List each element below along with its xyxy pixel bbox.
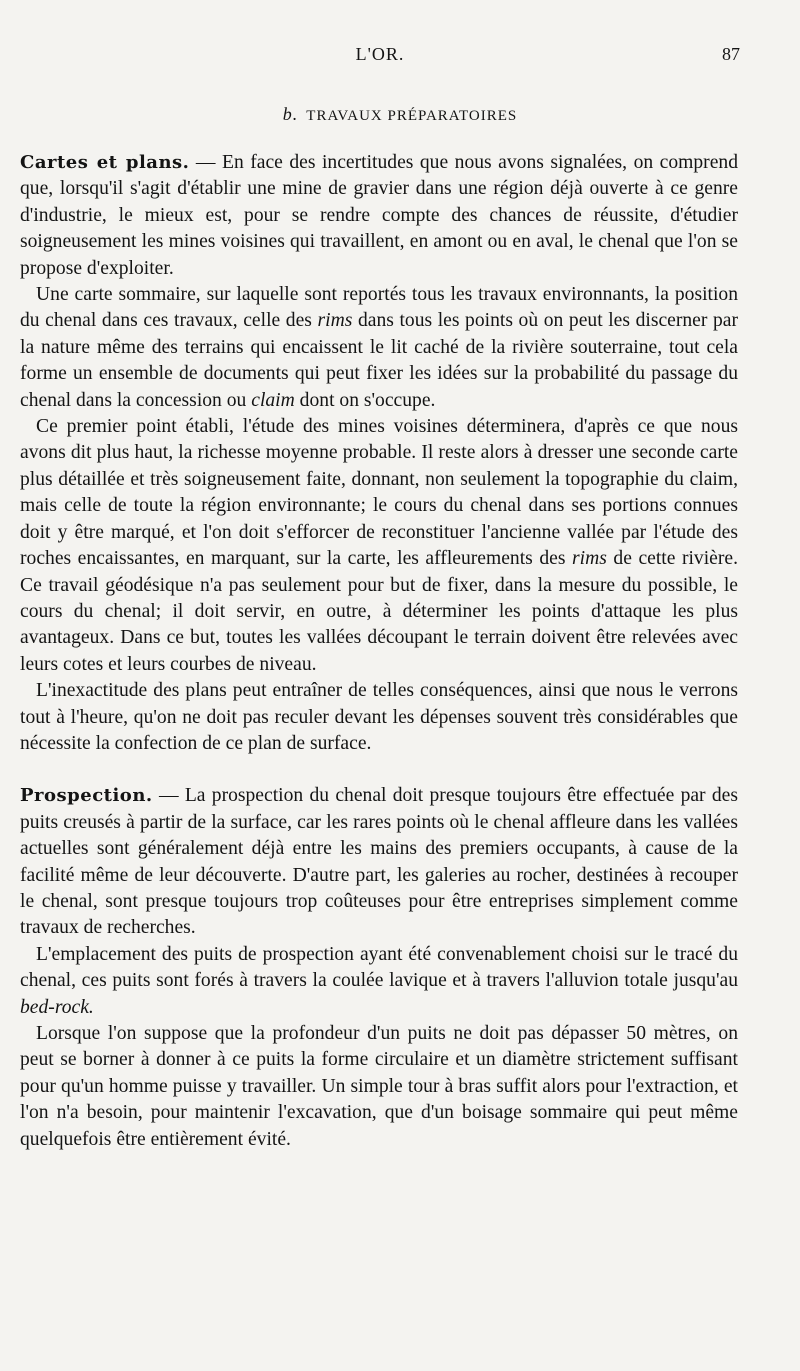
paragraph: Prospection. — La prospection du chenal doit presque toujours être effectuée par des puits creusés à partir de la surface, car les rares points où le chenal affleure dans les vallées actuelles sont généralement déjà entre les mains des premiers occupants, à cause de la facilité même de leur découverte. D'autre part, les galeries au rocher, destinées à recouper le chenal, sont presque toujours trop coûteuses pour être entreprises simplement comme travaux de recherches. <box>20 785 738 939</box>
runin-heading-prospection: Prospection. <box>20 785 153 807</box>
page-number: 87 <box>722 44 740 64</box>
section-title: TRAVAUX PRÉPARATOIRES <box>306 108 518 124</box>
body-text <box>20 150 738 1153</box>
paragraph: Ce premier point établi, l'étude des mines voisines déterminera, d'après ce que nous avons dit plus haut, la richesse moyenne probable. Il reste alors à dresser une seconde carte plus détaillée et très soigneusement faite, donnant, non seulement la topographie du claim, mais celle de toute la région environnante; le cours du chenal dans ses portions connues doit y être marqué, et l'on doit s'efforcer de reconstituer l'ancienne vallée par l'étude des roches encaissantes, en marquant, sur la carte, les affleurements des rims de cette rivière. Ce travail géodésique n'a pas seulement pour but de fixer, dans la mesure du possible, le cours du chenal; il doit servir, en outre, à déterminer les points d'attaque les plus avantageux. Dans ce but, toutes les vallées découpant le terrain doivent être relevées avec leurs cotes et leurs courbes de niveau. <box>20 416 738 675</box>
paragraph: Lorsque l'on suppose que la profondeur d'un puits ne doit pas dépasser 50 mètres, on peut se borner à donner à ce puits la forme circulaire et un diamètre strictement suffisant pour qu'un homme puisse y travailler. Un simple tour à bras suffit alors pour l'extraction, et l'on n'a besoin, pour maintenir l'excavation, que d'un boisage sommaire qui peut même quelquefois être entièrement évité. <box>20 1023 738 1150</box>
section-gap <box>20 757 738 783</box>
paragraph: Cartes et plans. — En face des incertitudes que nous avons signalées, on comprend que, lorsqu'il s'agit d'établir une mine de gravier dans une région déjà ouverte à ce genre d'industrie, le mieux est, pour se rendre compte des chances de réussite, d'étudier soigneusement les mines voisines qui travaillent, en amont ou en aval, le chenal que l'on se propose d'exploiter. <box>20 152 739 279</box>
section-letter: b. <box>282 104 299 124</box>
section-heading <box>0 104 800 125</box>
paragraph: L'emplacement des puits de prospection ayant été convenablement choisi sur le tracé du chenal, ces puits sont forés à travers la coulée lavique et à travers l'alluvion totale jusqu'au bed-rock. <box>20 943 738 1018</box>
running-title: L'OR. <box>355 44 405 64</box>
page-header <box>20 44 740 72</box>
paragraph: L'inexactitude des plans peut entraîner de telles conséquences, ainsi que nous le verrons tout à l'heure, qu'on ne doit pas reculer devant les dépenses souvent très considérables que nécessite la confection de ce plan de surface. <box>20 680 738 754</box>
paragraph: Une carte sommaire, sur laquelle sont reportés tous les travaux environnants, la position du chenal dans ces travaux, celle des rims dans tous les points où on peut les discerner par la nature même des terrains qui encaissent le lit caché de la rivière souterraine, tout cela forme un ensemble de documents qui peut fixer les idées sur la probabilité du passage du chenal dans la concession ou claim dont on s'occupe. <box>20 284 738 411</box>
runin-heading-cartes: Cartes et plans. <box>20 152 190 173</box>
